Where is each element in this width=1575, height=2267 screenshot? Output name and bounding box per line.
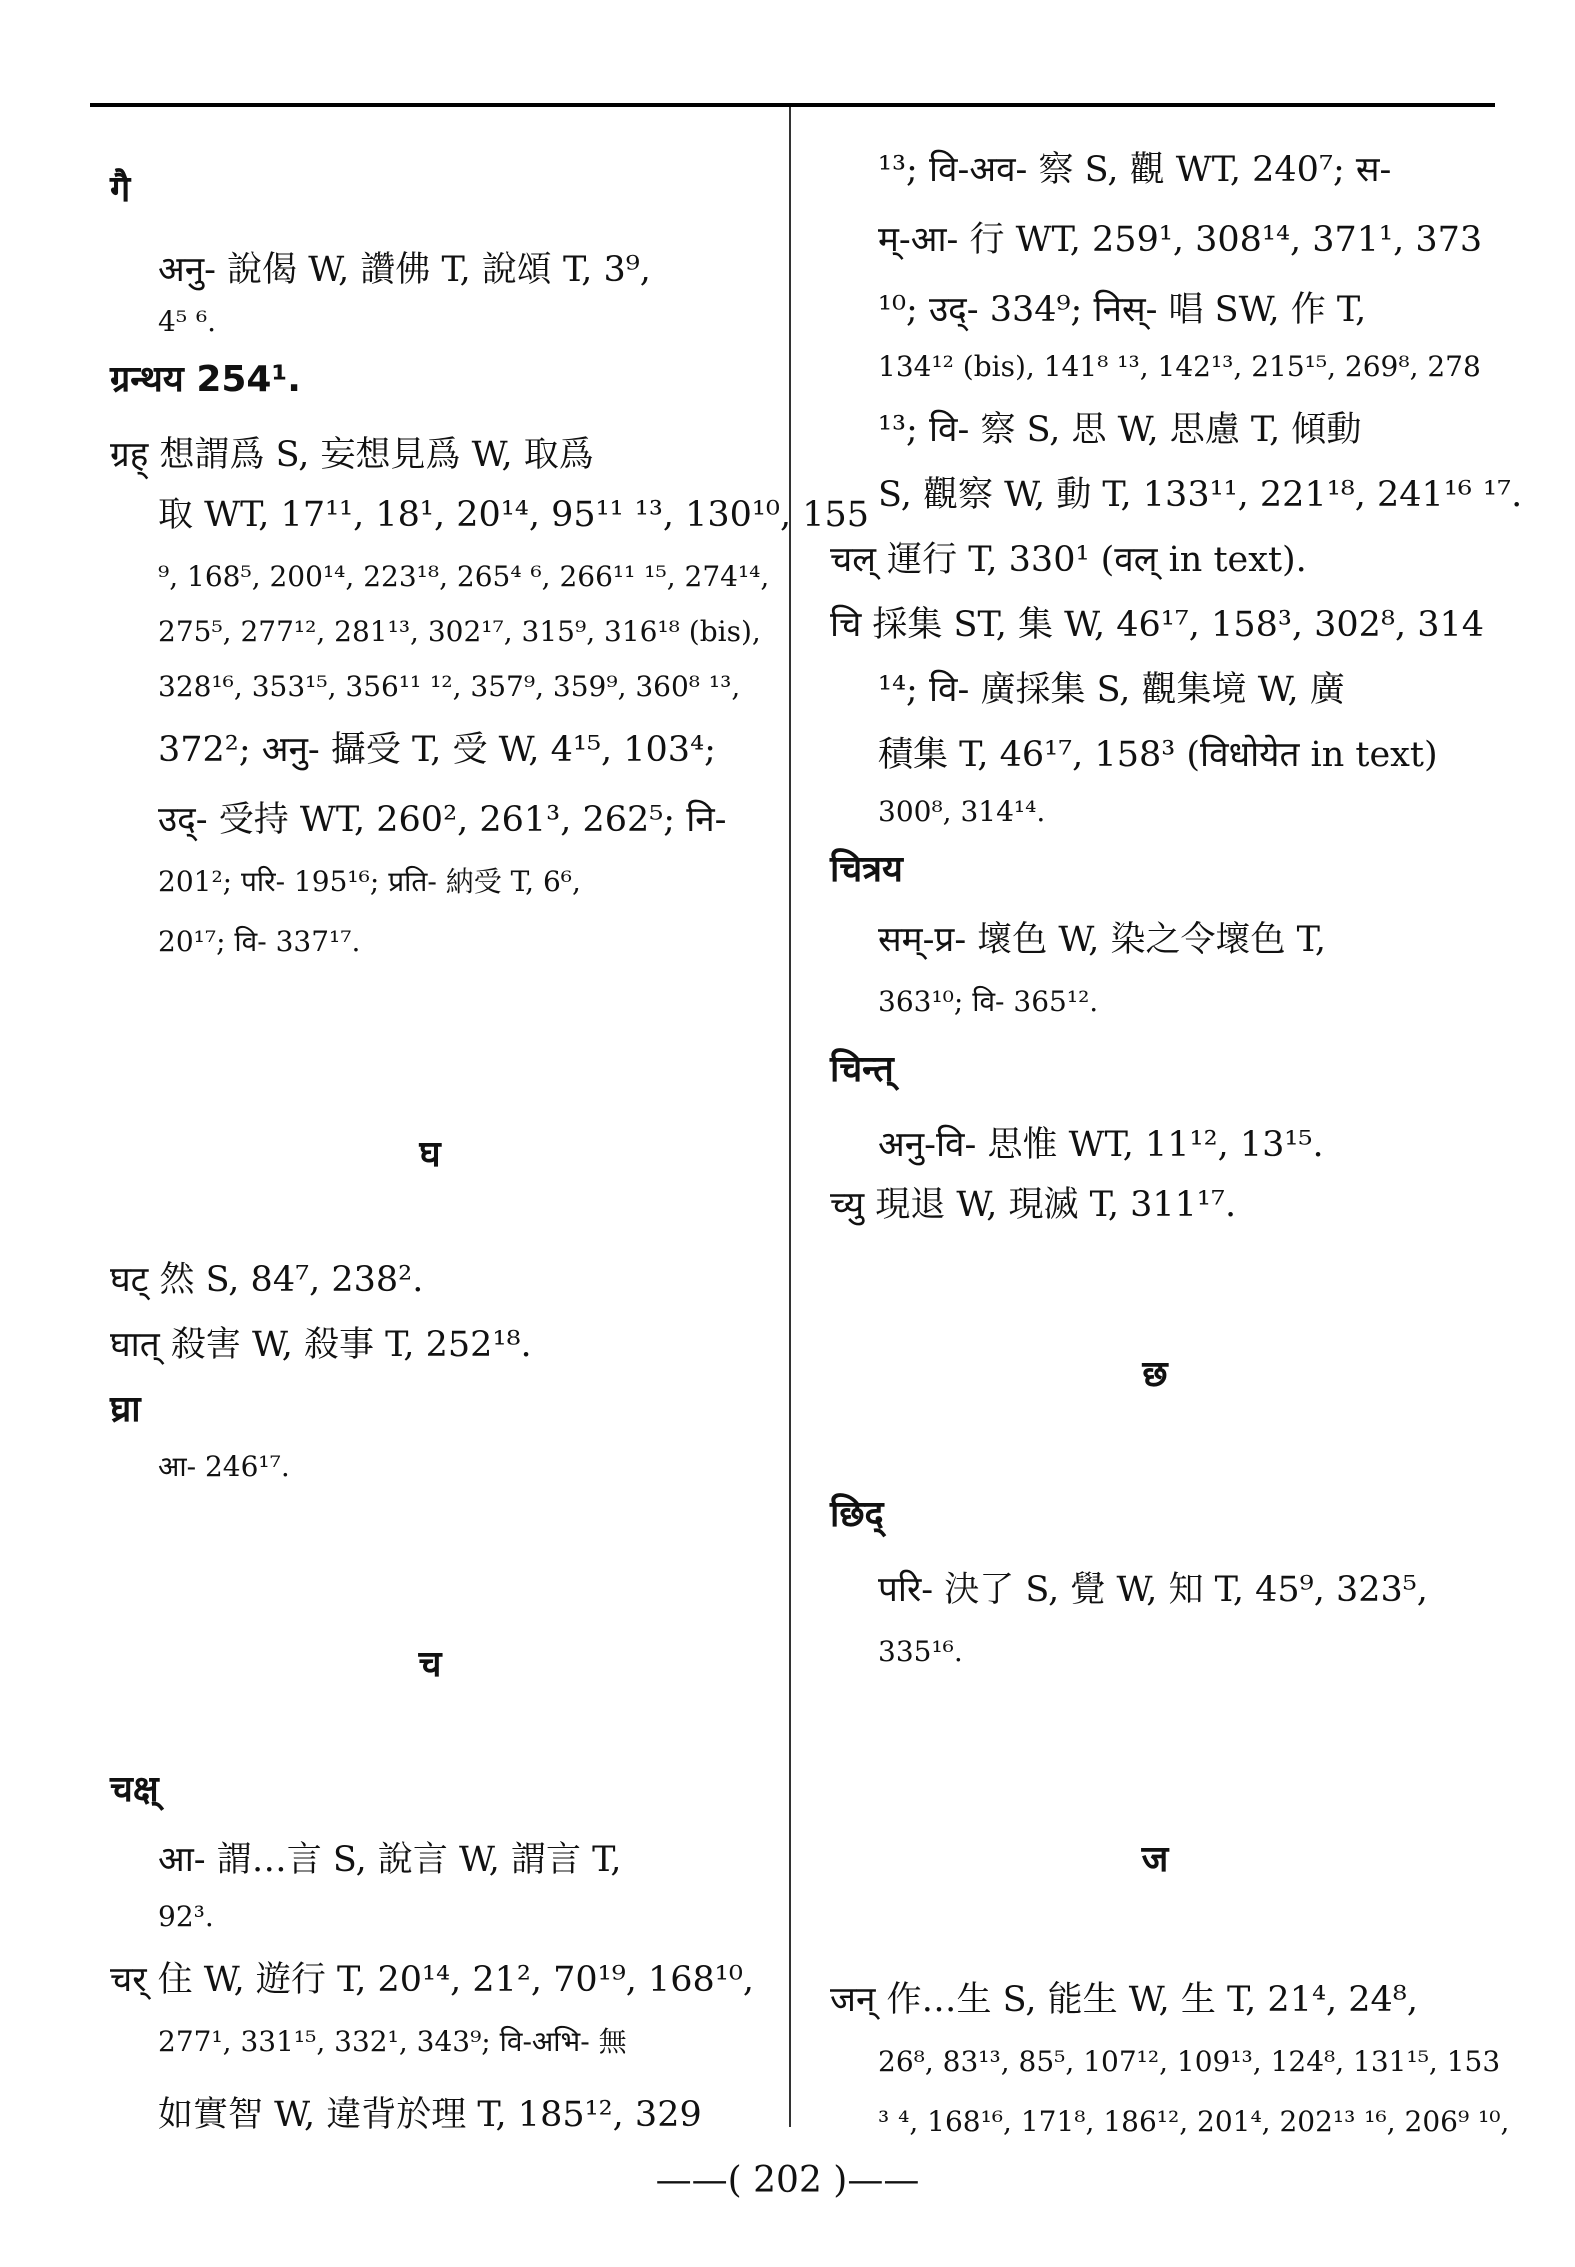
left-column-line: ग्रन्थय 254¹.: [110, 359, 301, 400]
right-column-line: अनु-वि- 思惟 WT, 11¹², 13¹⁵.: [878, 1125, 1324, 1165]
right-column-line: परि- 決了 S, 覺 W, 知 T, 45⁹, 323⁵,: [878, 1570, 1428, 1610]
top-rule: [90, 103, 1495, 107]
left-column-line: गै: [110, 169, 131, 210]
right-column-line: छिद्: [830, 1494, 884, 1535]
right-column-line: ¹⁰; उद्- 334⁹; निस्- 唱 SW, 作 T,: [878, 290, 1367, 330]
right-column-line: ज: [1141, 1839, 1169, 1880]
right-column-line: 134¹² (bis), 141⁸ ¹³, 142¹³, 215¹⁵, 269⁸, 278: [878, 350, 1481, 383]
right-column-line: ¹³; वि- 察 S, 思 W, 思慮 T, 傾動: [878, 410, 1362, 450]
left-column-line: घट् 然 S, 84⁷, 238².: [110, 1260, 424, 1300]
left-column-line: चक्ष्: [110, 1769, 159, 1810]
right-column-line: S, 觀察 W, 動 T, 133¹¹, 221¹⁸, 241¹⁶ ¹⁷.: [878, 475, 1523, 515]
right-column-line: 335¹⁶.: [878, 1635, 963, 1668]
left-column-line: आ- 謂…言 S, 說言 W, 謂言 T,: [158, 1840, 622, 1880]
left-column-line: घ: [419, 1134, 441, 1175]
left-column-line: 201²; परि- 195¹⁶; प्रति- 納受 T, 6⁶,: [158, 865, 581, 898]
right-column-line: चि 採集 ST, 集 W, 46¹⁷, 158³, 302⁸, 314: [830, 605, 1485, 645]
left-column-line: 275⁵, 277¹², 281¹³, 302¹⁷, 315⁹, 316¹⁸ (bis),: [158, 615, 761, 648]
left-column-line: 328¹⁶, 353¹⁵, 356¹¹ ¹², 357⁹, 359⁹, 360⁸ ¹³,: [158, 670, 741, 703]
right-column-line: छ: [1142, 1354, 1168, 1395]
right-column-line: 363¹⁰; वि- 365¹².: [878, 985, 1099, 1018]
right-column-line: चिन्त्: [830, 1049, 894, 1090]
left-column-line: घात् 殺害 W, 殺事 T, 252¹⁸.: [110, 1325, 532, 1365]
left-column-line: च: [418, 1644, 442, 1685]
left-column-line: चर् 住 W, 遊行 T, 20¹⁴, 21², 70¹⁹, 168¹⁰,: [110, 1960, 754, 2000]
left-column-line: अनु- 說偈 W, 讚佛 T, 說頌 T, 3⁹,: [158, 250, 651, 290]
left-column-line: उद्- 受持 WT, 260², 261³, 262⁵; नि-: [158, 800, 727, 840]
left-column-line: 20¹⁷; वि- 337¹⁷.: [158, 925, 361, 958]
left-column-line: 如實智 W, 違背於理 T, 185¹², 329: [158, 2095, 702, 2135]
left-column-line: ⁹, 168⁵, 200¹⁴, 223¹⁸, 265⁴ ⁶, 266¹¹ ¹⁵, 274¹⁴,: [158, 560, 770, 593]
right-column-line: चल् 運行 T, 330¹ (वल् in text).: [830, 540, 1307, 580]
right-column-line: 300⁸, 314¹⁴.: [878, 795, 1046, 828]
right-column-line: 26⁸, 83¹³, 85⁵, 107¹², 109¹³, 124⁸, 131¹⁵, 153: [878, 2045, 1501, 2078]
right-column-line: चित्रय: [830, 849, 903, 890]
left-column-line: ग्रह् 想謂爲 S, 妄想見爲 W, 取爲: [110, 435, 594, 475]
page-number: ——( 202 )——: [655, 2160, 920, 2201]
left-column-line: 372²; अनु- 攝受 T, 受 W, 4¹⁵, 103⁴;: [158, 730, 716, 770]
right-column-line: च्यु 現退 W, 現滅 T, 311¹⁷.: [830, 1185, 1237, 1225]
right-column-line: सम्-प्र- 壞色 W, 染之令壞色 T,: [878, 920, 1326, 960]
left-column-line: घ्रा: [110, 1389, 141, 1430]
right-column-line: म्-आ- 行 WT, 259¹, 308¹⁴, 371¹, 373: [878, 220, 1483, 260]
left-column-line: 92³.: [158, 1900, 214, 1933]
right-column-line: ¹³; वि-अव- 察 S, 觀 WT, 240⁷; स-: [878, 150, 1392, 190]
right-column-line: ¹⁴; वि- 廣採集 S, 觀集境 W, 廣: [878, 670, 1345, 710]
right-column-line: ³ ⁴, 168¹⁶, 171⁸, 186¹², 201⁴, 202¹³ ¹⁶, 206⁹ ¹⁰,: [878, 2105, 1510, 2138]
left-column-line: 277¹, 331¹⁵, 332¹, 343⁹; वि-अभि- 無: [158, 2025, 627, 2058]
left-column-line: 取 WT, 17¹¹, 18¹, 20¹⁴, 95¹¹ ¹³, 130¹⁰, 155: [158, 495, 870, 535]
right-column-line: 積集 T, 46¹⁷, 158³ (विधोयेत in text): [878, 735, 1438, 775]
column-divider: [789, 107, 791, 2127]
left-column-line: 4⁵ ⁶.: [158, 305, 217, 338]
right-column-line: जन् 作…生 S, 能生 W, 生 T, 21⁴, 24⁸,: [830, 1980, 1418, 2020]
left-column-line: आ- 246¹⁷.: [158, 1450, 290, 1483]
